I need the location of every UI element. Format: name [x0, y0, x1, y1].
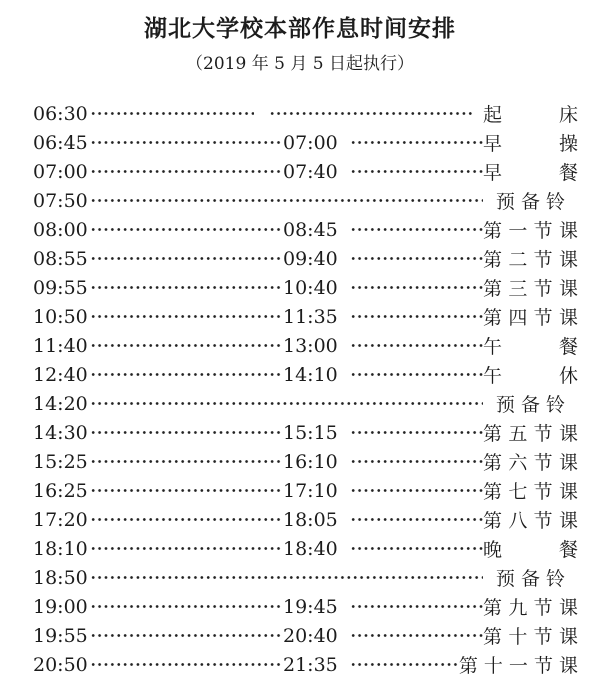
activity-label: 第 十 一 节 课 [458, 655, 578, 677]
activity-label: 早 操 [483, 133, 578, 155]
dot-leader [90, 168, 283, 175]
page-title: 湖北大学校本部作息时间安排 [144, 15, 456, 42]
dot-leader [90, 545, 283, 552]
schedule-row [33, 447, 578, 476]
schedule-row [33, 186, 578, 215]
schedule-row [33, 215, 578, 244]
dot-leader [350, 632, 483, 639]
dot-leader [90, 110, 254, 117]
dot-leader [90, 400, 483, 407]
activity-label: 第 七 节 课 [483, 481, 578, 503]
dot-leader [350, 545, 483, 552]
schedule-row [33, 157, 578, 186]
activity-label: 早 餐 [483, 162, 578, 184]
end-time: 07:40 [283, 160, 338, 183]
start-time: 17:20 [33, 508, 88, 531]
dot-leader [90, 313, 283, 320]
dot-leader [350, 661, 459, 668]
end-time: 16:10 [283, 450, 338, 473]
dot-leader [90, 487, 283, 494]
activity-label: 晚 餐 [483, 539, 578, 561]
dot-leader [90, 574, 483, 581]
start-time: 08:55 [33, 247, 88, 270]
dot-leader [90, 632, 283, 639]
dot-leader [350, 313, 483, 320]
end-time: 18:40 [283, 537, 338, 560]
dot-leader [90, 371, 283, 378]
start-time: 18:50 [33, 566, 88, 589]
start-time: 07:50 [33, 189, 88, 212]
schedule-row [33, 389, 578, 418]
schedule-row [33, 505, 578, 534]
dot-leader [90, 255, 283, 262]
activity-label: 第 八 节 课 [483, 510, 578, 532]
activity-label: 第 一 节 课 [483, 220, 578, 242]
dot-leader [350, 139, 483, 146]
start-time: 14:20 [33, 392, 88, 415]
dot-leader [350, 603, 483, 610]
page-subtitle: （2019 年 5 月 5 日起执行） [186, 54, 414, 74]
activity-label: 第 九 节 课 [483, 597, 578, 619]
start-time: 08:00 [33, 218, 88, 241]
end-time: 18:05 [283, 508, 338, 531]
schedule-row [33, 476, 578, 505]
end-time: 14:10 [283, 363, 338, 386]
dot-leader [90, 516, 283, 523]
schedule-row [33, 273, 578, 302]
dot-leader [90, 284, 283, 291]
activity-label: 午 休 [483, 365, 578, 387]
dot-leader [90, 603, 283, 610]
activity-label: 第 二 节 课 [483, 249, 578, 271]
end-time: 11:35 [283, 305, 338, 328]
activity-label: 预 备 铃 [495, 394, 565, 416]
start-time: 19:55 [33, 624, 88, 647]
start-time: 10:50 [33, 305, 88, 328]
dot-leader [350, 429, 483, 436]
end-time: 19:45 [283, 595, 338, 618]
end-time: 09:40 [283, 247, 338, 270]
schedule-row [33, 302, 578, 331]
activity-label: 第 三 节 课 [483, 278, 578, 300]
activity-label: 午 餐 [483, 336, 578, 358]
start-time: 06:45 [33, 131, 88, 154]
start-time: 18:10 [33, 537, 88, 560]
schedule-row [33, 534, 578, 563]
dot-leader [269, 110, 475, 117]
start-time: 11:40 [33, 334, 88, 357]
dot-leader [350, 371, 483, 378]
activity-label: 第 四 节 课 [483, 307, 578, 329]
schedule-row [33, 418, 578, 447]
dot-leader [350, 342, 483, 349]
activity-label: 预 备 铃 [495, 568, 565, 590]
schedule-row [33, 563, 578, 592]
activity-label: 第 五 节 课 [483, 423, 578, 445]
schedule-row [33, 128, 578, 157]
start-time: 15:25 [33, 450, 88, 473]
start-time: 20:50 [33, 653, 88, 676]
start-time: 07:00 [33, 160, 88, 183]
dot-leader [90, 429, 283, 436]
schedule-row [33, 650, 578, 679]
dot-leader [350, 168, 483, 175]
start-time: 14:30 [33, 421, 88, 444]
activity-label: 起 床 [483, 104, 578, 126]
start-time: 06:30 [33, 102, 88, 125]
start-time: 09:55 [33, 276, 88, 299]
end-time: 10:40 [283, 276, 338, 299]
dot-leader [350, 255, 483, 262]
dot-leader [90, 139, 283, 146]
dot-leader [90, 342, 283, 349]
end-time: 08:45 [283, 218, 338, 241]
activity-label: 第 十 节 课 [483, 626, 578, 648]
end-time: 17:10 [283, 479, 338, 502]
schedule-row [33, 244, 578, 273]
dot-leader [350, 226, 483, 233]
schedule-rows [0, 99, 600, 679]
end-time: 15:15 [283, 421, 338, 444]
dot-leader [350, 487, 483, 494]
dot-leader [90, 661, 283, 668]
schedule-row [33, 331, 578, 360]
dot-leader [90, 197, 483, 204]
schedule-row [33, 360, 578, 389]
schedule-row [33, 99, 578, 128]
dot-leader [350, 458, 483, 465]
schedule-row [33, 621, 578, 650]
start-time: 12:40 [33, 363, 88, 386]
activity-label: 预 备 铃 [495, 191, 565, 213]
start-time: 16:25 [33, 479, 88, 502]
start-time: 19:00 [33, 595, 88, 618]
dot-leader [350, 284, 483, 291]
dot-leader [90, 226, 283, 233]
schedule-row [33, 592, 578, 621]
end-time: 20:40 [283, 624, 338, 647]
end-time: 07:00 [283, 131, 338, 154]
end-time: 13:00 [283, 334, 338, 357]
end-time: 21:35 [283, 653, 338, 676]
dot-leader [350, 516, 483, 523]
dot-leader [90, 458, 283, 465]
activity-label: 第 六 节 课 [483, 452, 578, 474]
